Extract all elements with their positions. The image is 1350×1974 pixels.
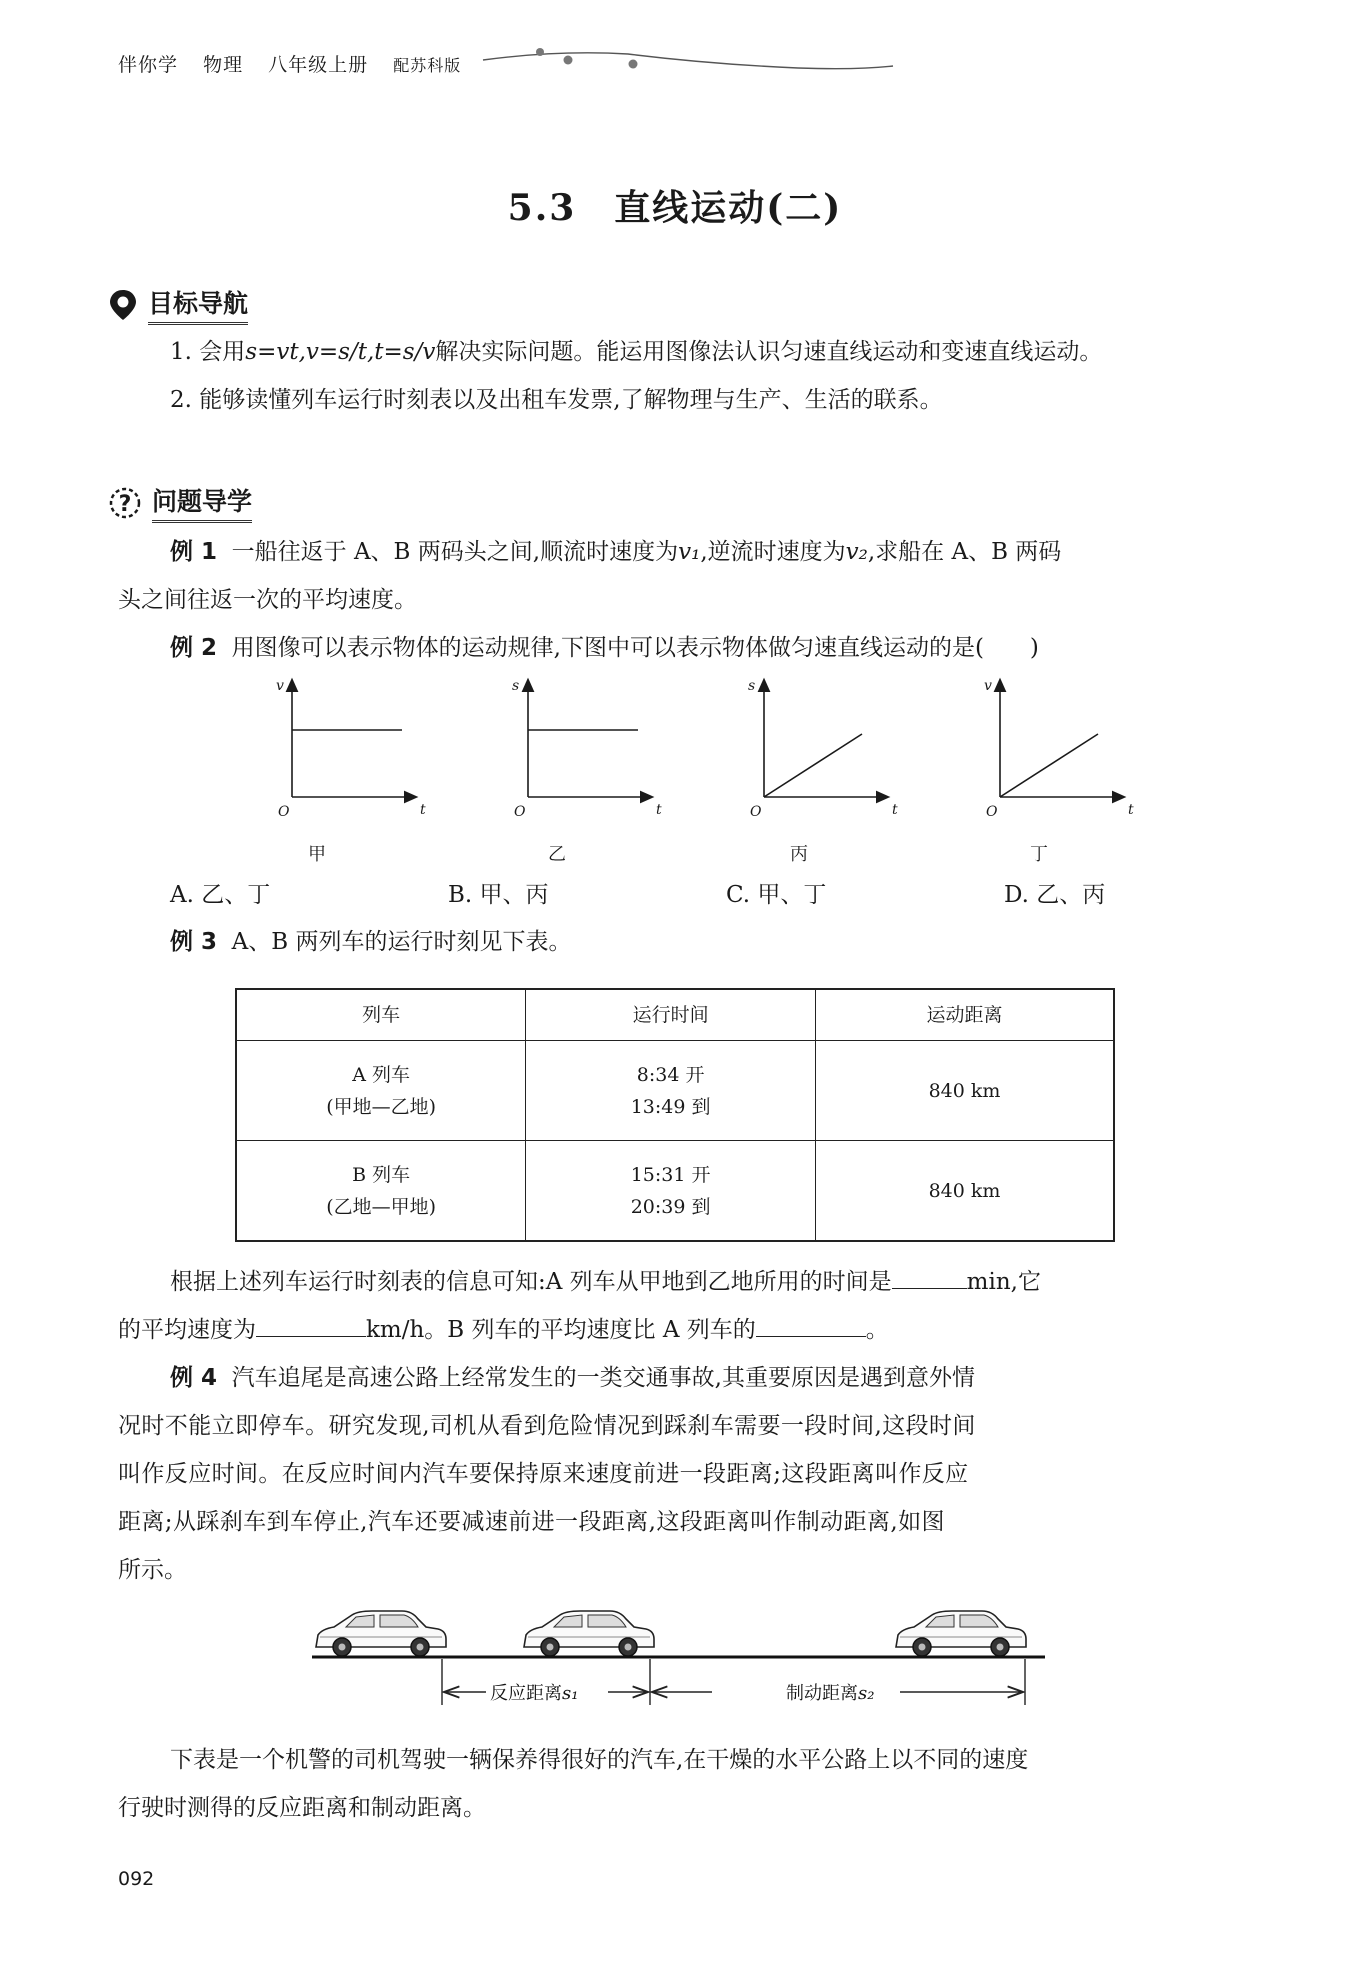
example-1-text-b: ,逆流时速度为 xyxy=(700,539,846,565)
graph-2 xyxy=(512,678,662,820)
option-b[interactable]: B. 甲、丙 xyxy=(448,882,549,908)
graph-x-label: t xyxy=(1128,802,1134,818)
header-book: 伴你学 xyxy=(118,54,179,76)
example-4-line-2: 况时不能立即停车。研究发现,司机从看到危险情况到踩刹车需要一段时间,这段时间 xyxy=(118,1413,976,1439)
answer-blank-compare[interactable] xyxy=(756,1312,866,1337)
questions-heading-label: 问题导学 xyxy=(152,482,252,523)
example-3-question-line-1 xyxy=(170,1260,1300,1305)
table-row xyxy=(236,1041,1114,1141)
goal-item-1-post: 解决实际问题。能运用图像法认识匀速直线运动和变速直线运动。 xyxy=(435,339,1103,365)
example-4-line-1 xyxy=(170,1356,1300,1401)
table-cell-distance: 840 km xyxy=(815,1141,1114,1242)
example-3-q2-unit: km/h。B 列车的平均速度比 A 列车的 xyxy=(366,1317,756,1343)
example-3-q1-unit: min,它 xyxy=(966,1269,1041,1295)
table-cell-distance: 840 km xyxy=(815,1041,1114,1141)
header-edition: 配苏科版 xyxy=(393,56,462,75)
header-decoration-icon xyxy=(478,38,898,78)
table-header-row xyxy=(236,989,1114,1041)
page-title: 5.3 直线运动(二) xyxy=(507,187,843,229)
graph-caption-1: 甲 xyxy=(308,844,326,865)
graph-y-label: s xyxy=(748,678,756,694)
svg-text:?: ? xyxy=(118,491,132,517)
closing-line-1: 下表是一个机警的司机驾驶一辆保养得很好的汽车,在干燥的水平公路上以不同的速度 xyxy=(170,1747,1029,1773)
graph-caption-3: 丙 xyxy=(790,844,808,865)
example-1-v2: v₂ xyxy=(845,539,868,565)
graph-caption-2: 乙 xyxy=(548,844,566,865)
header-subject: 物理 xyxy=(203,54,244,76)
graph-origin-label: O xyxy=(986,804,998,820)
train-timetable xyxy=(235,988,1115,1242)
goal-item-1-pre: 1. 会用 xyxy=(170,339,246,365)
braking-distance-diagram xyxy=(300,1605,1060,1715)
graph-origin-label: O xyxy=(750,804,762,820)
car-icon xyxy=(316,1611,446,1656)
table-cell-train xyxy=(236,1141,526,1242)
motion-graphs xyxy=(230,672,1134,872)
goal-item-1 xyxy=(170,330,1290,375)
train-a-route: (甲地—乙地) xyxy=(326,1095,437,1118)
example-1-v1: v₁ xyxy=(678,539,701,565)
graph-1 xyxy=(276,678,426,820)
location-pin-icon xyxy=(108,288,138,322)
train-b-depart: 15:31 开 xyxy=(630,1163,711,1186)
header-grade: 八年级上册 xyxy=(268,54,369,76)
table-header-train: 列车 xyxy=(236,989,526,1041)
example-1-line-2: 头之间往返一次的平均速度。 xyxy=(118,587,417,613)
graph-3 xyxy=(748,678,898,820)
option-c[interactable]: C. 甲、丁 xyxy=(726,882,827,908)
running-header xyxy=(118,50,479,77)
goals-heading-label: 目标导航 xyxy=(148,284,248,325)
option-a[interactable]: A. 乙、丁 xyxy=(170,882,271,908)
graph-y-label: v xyxy=(276,678,284,694)
graph-caption-4: 丁 xyxy=(1030,844,1048,865)
table-row xyxy=(236,1141,1114,1242)
example-3-q2-text: 的平均速度为 xyxy=(118,1317,256,1343)
table-header-time: 运行时间 xyxy=(526,989,816,1041)
graph-y-label: s xyxy=(512,678,520,694)
reaction-distance-label: 反应距离s₁ xyxy=(490,1683,579,1704)
example-2-label: 例 2 xyxy=(170,635,218,661)
example-4-line-5: 所示。 xyxy=(118,1557,187,1583)
closing-line-2: 行驶时测得的反应距离和制动距离。 xyxy=(118,1795,486,1821)
answer-blank-time[interactable] xyxy=(892,1264,967,1289)
train-a-name: A 列车 xyxy=(352,1063,410,1086)
train-a-arrive: 13:49 到 xyxy=(630,1095,711,1118)
example-4-text-1: 汽车追尾是高速公路上经常发生的一类交通事故,其重要原因是遇到意外情 xyxy=(231,1365,975,1391)
questions-heading xyxy=(108,482,252,523)
graph-line xyxy=(1000,734,1098,797)
train-b-name: B 列车 xyxy=(352,1163,411,1186)
graph-line xyxy=(764,734,862,797)
graph-y-label: v xyxy=(984,678,992,694)
example-1-line-1 xyxy=(170,530,1300,575)
goal-item-2: 2. 能够读懂列车运行时刻表以及出租车发票,了解物理与生产、生活的联系。 xyxy=(170,387,943,413)
graph-x-label: t xyxy=(420,802,426,818)
example-3-line xyxy=(170,920,1300,965)
example-4-line-3: 叫作反应时间。在反应时间内汽车要保持原来速度前进一段距离;这段距离叫作反应 xyxy=(118,1461,969,1487)
example-1-text-a: 一船往返于 A、B 两码头之间,顺流时速度为 xyxy=(231,539,679,565)
example-2-text: 用图像可以表示物体的运动规律,下图中可以表示物体做匀速直线运动的是( ) xyxy=(231,635,1039,661)
example-3-label: 例 3 xyxy=(170,929,218,955)
braking-distance-label: 制动距离s₂ xyxy=(786,1683,875,1704)
car-icon xyxy=(524,1611,654,1656)
example-3-question-line-2 xyxy=(118,1308,1298,1353)
example-3-q2-end: 。 xyxy=(865,1317,889,1343)
table-cell-time xyxy=(526,1041,816,1141)
graph-origin-label: O xyxy=(278,804,290,820)
train-b-arrive: 20:39 到 xyxy=(630,1195,711,1218)
example-2-line xyxy=(170,626,1300,671)
example-1-text-c: ,求船在 A、B 两码 xyxy=(867,539,1062,565)
table-cell-train xyxy=(236,1041,526,1141)
example-2-options xyxy=(0,876,1350,916)
example-1-label: 例 1 xyxy=(170,539,218,565)
graph-origin-label: O xyxy=(514,804,526,820)
goals-heading xyxy=(108,284,248,325)
example-4-line-4: 距离;从踩刹车到车停止,汽车还要减速前进一段距离,这段距离叫作制动距离,如图 xyxy=(118,1509,945,1535)
train-b-route: (乙地—甲地) xyxy=(326,1195,437,1218)
example-4-label: 例 4 xyxy=(170,1365,218,1391)
answer-blank-speed[interactable] xyxy=(256,1312,366,1337)
table-header-distance: 运动距离 xyxy=(815,989,1114,1041)
example-3-text: A、B 两列车的运行时刻见下表。 xyxy=(231,929,572,955)
graph-x-label: t xyxy=(892,802,898,818)
question-mark-icon xyxy=(108,486,142,520)
train-a-depart: 8:34 开 xyxy=(636,1063,705,1086)
goal-item-1-formula: s=vt,v=s/t,t=s/v xyxy=(245,339,436,365)
table-cell-time xyxy=(526,1141,816,1242)
car-icon xyxy=(896,1611,1026,1656)
example-3-q1-text: 根据上述列车运行时刻表的信息可知:A 列车从甲地到乙地所用的时间是 xyxy=(170,1269,892,1295)
page-number: 092 xyxy=(118,1868,155,1890)
graph-x-label: t xyxy=(656,802,662,818)
graph-4 xyxy=(984,678,1134,820)
option-d[interactable]: D. 乙、丙 xyxy=(1004,882,1106,908)
